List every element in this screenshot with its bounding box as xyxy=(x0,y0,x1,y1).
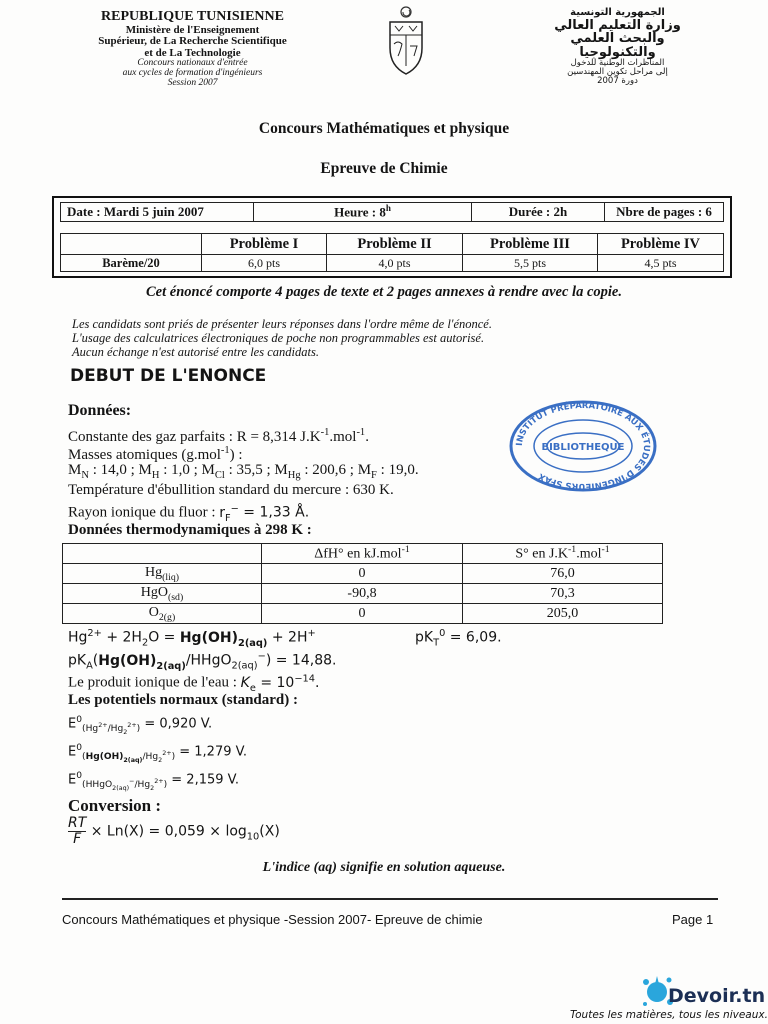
header-arabic xyxy=(530,8,705,86)
page-notice: Cet énoncé comporte 4 pages de texte et 2 pages annexes à rendre avec la copie. xyxy=(146,284,622,300)
donnees-heading: Données: xyxy=(68,402,132,419)
potentials-heading: Les potentiels normaux (standard) : xyxy=(68,692,299,708)
ministry-line-1: Ministère de l'Enseignement xyxy=(125,23,260,36)
arabic-line-1: الجمهورية التونسية xyxy=(570,7,665,18)
thermo-col-enthalpy: ΔfH° en kJ.mol$^{-1}$ xyxy=(262,544,463,564)
exam-hour: Heure : 8$^h$ xyxy=(254,203,472,222)
problem-2-pts: 4,0 pts xyxy=(327,255,463,272)
stamp-ring-text: INSTITUT PRÉPARATOIRE AUX ÉTUDES D'INGÉNIEURS SFAX xyxy=(514,400,652,492)
ionic-product: Le produit ionique de l'eau : $K_e = 10^{-14}$. xyxy=(68,673,320,694)
conversion-heading: Conversion : xyxy=(68,796,162,815)
species-cell: $Hg_{(liq)}$ xyxy=(63,564,262,584)
problem-4-pts: 4,5 pts xyxy=(598,255,724,272)
section-heading: DEBUT DE L'ENONCE xyxy=(70,366,267,386)
pka-value: $pK_A(Hg(OH)_{2(aq)}/HHgO_{2(aq)}^-) = 14,88$. xyxy=(68,651,337,672)
enthalpy-cell: 0 xyxy=(262,564,463,584)
gas-constant: Constante des gaz parfaits : R = 8,314 $J.K^{-1}.mol^{-1}$. xyxy=(68,427,369,445)
page-number: Page 1 xyxy=(672,912,714,927)
site-logo-name: Devoir.tn xyxy=(668,985,766,1007)
table-row xyxy=(63,564,663,584)
potential-2: $E^0_{(Hg(OH)_{2(aq)}/Hg_2^{2+})} = 1,279$ V. xyxy=(68,743,247,764)
site-logo-tagline: Toutes les matières, tous les niveaux. xyxy=(570,1009,768,1021)
ministry-line-2: Supérieur, de La Recherche Scientifique xyxy=(98,35,287,48)
footer-text: Concours Mathématiques et physique -Session 2007- Epreuve de chimie xyxy=(62,912,483,927)
fluor-radius: Rayon ionique du fluor : $r_F^- = 1,33$ Å. xyxy=(68,503,310,524)
country-name: REPUBLIQUE TUNISIENNE xyxy=(101,9,284,24)
equilibrium-equation: $Hg^{2+} + 2H_2O = Hg(OH)_{2(aq)} + 2H^+$ xyxy=(68,628,316,649)
pkt-value: $pK_T^0 = 6,09$. xyxy=(415,628,502,649)
thermo-table xyxy=(62,543,663,624)
thermo-heading: Données thermodynamiques à 298 K : xyxy=(68,522,312,538)
arabic-line-6: دورة 2007 xyxy=(597,76,638,87)
arabic-line-4: المناظرات الوطنية للدخول xyxy=(570,58,665,69)
concours-line-2: aux cycles de formation d'ingénieurs xyxy=(122,68,263,79)
footer-divider xyxy=(62,898,718,900)
table-row xyxy=(63,604,663,624)
problem-2-name: Problème II xyxy=(327,234,463,255)
entropy-cell: 205,0 xyxy=(463,604,663,624)
problem-3-name: Problème III xyxy=(463,234,598,255)
atomic-masses: $M_N$ : 14,0 ; $M_H$ : 1,0 ; $M_{Cl}$ : 35,5 ; $M_{Hg}$ : 200,6 ; $M_F$ : 19,0. xyxy=(68,462,419,481)
exam-duration: Durée : 2h xyxy=(472,203,605,222)
species-cell: $O_{2(g)}$ xyxy=(63,604,262,624)
entropy-cell: 70,3 xyxy=(463,584,663,604)
instruction-1: Les candidats sont priés de présenter leurs réponses dans l'ordre même de l'énoncé. xyxy=(72,317,492,331)
instruction-2: L'usage des calculatrices électroniques de poche non programmables est autorisé. xyxy=(72,331,485,345)
masses-label: Masses atomiques (g.mol$^{-1}$) : xyxy=(68,445,243,463)
bareme-label: Barème/20 xyxy=(61,255,202,272)
arabic-line-5: إلى مراحل تكوين المهندسين xyxy=(567,67,668,78)
problem-1-name: Problème I xyxy=(202,234,327,255)
arabic-line-2: وزارة التعليم العالي xyxy=(554,17,681,33)
library-stamp xyxy=(508,400,658,492)
header-ministry xyxy=(60,10,325,89)
problem-4-name: Problème IV xyxy=(598,234,724,255)
conversion-formula: $\frac{RT}{F}$ × $Ln(X) = 0,059 \times \log_{10}(X)$ xyxy=(68,815,280,847)
aq-note: L'indice (aq) signifie en solution aqueuse. xyxy=(262,860,506,875)
exam-date: Date : Mardi 5 juin 2007 xyxy=(61,203,254,222)
bareme-table xyxy=(60,233,724,272)
exam-title: Concours Mathématiques et physique xyxy=(258,120,510,137)
entropy-cell: 76,0 xyxy=(463,564,663,584)
exam-pages: Nbre de pages : 6 xyxy=(605,203,724,222)
stamp-center-text: BIBLIOTHEQUE xyxy=(541,442,625,453)
potential-3: $E^0_{(HHgO_{2(aq)}^-/Hg_2^{2+})} = 2,159$ V. xyxy=(68,771,239,792)
session-line: Session 2007 xyxy=(167,78,218,89)
problem-3-pts: 5,5 pts xyxy=(463,255,598,272)
instruction-3: Aucun échange n'est autorisé entre les candidats. xyxy=(72,345,319,359)
enthalpy-cell: -90,8 xyxy=(262,584,463,604)
species-cell: HgO$_{(sd)}$ xyxy=(63,584,262,604)
exam-subtitle: Epreuve de Chimie xyxy=(320,160,448,177)
tunisia-emblem-icon xyxy=(385,4,427,78)
problem-1-pts: 6,0 pts xyxy=(202,255,327,272)
ministry-line-3: et de La Technologie xyxy=(144,46,241,59)
potential-1: $E^0_{(Hg^{2+}/Hg_2^{2+})} = 0,920$ V. xyxy=(68,715,213,736)
table-row xyxy=(63,584,663,604)
instructions xyxy=(72,317,492,359)
concours-line-1: Concours nationaux d'entrée xyxy=(137,58,248,69)
info-table xyxy=(60,202,724,222)
arabic-line-3: والبحث العلمي والتكنولوجيا xyxy=(570,31,665,60)
thermo-col-entropy: S° en $J.K^{-1}.mol^{-1}$ xyxy=(463,544,663,564)
enthalpy-cell: 0 xyxy=(262,604,463,624)
boiling-point: Température d'ébullition standard du mercure : 630 K. xyxy=(68,482,394,498)
